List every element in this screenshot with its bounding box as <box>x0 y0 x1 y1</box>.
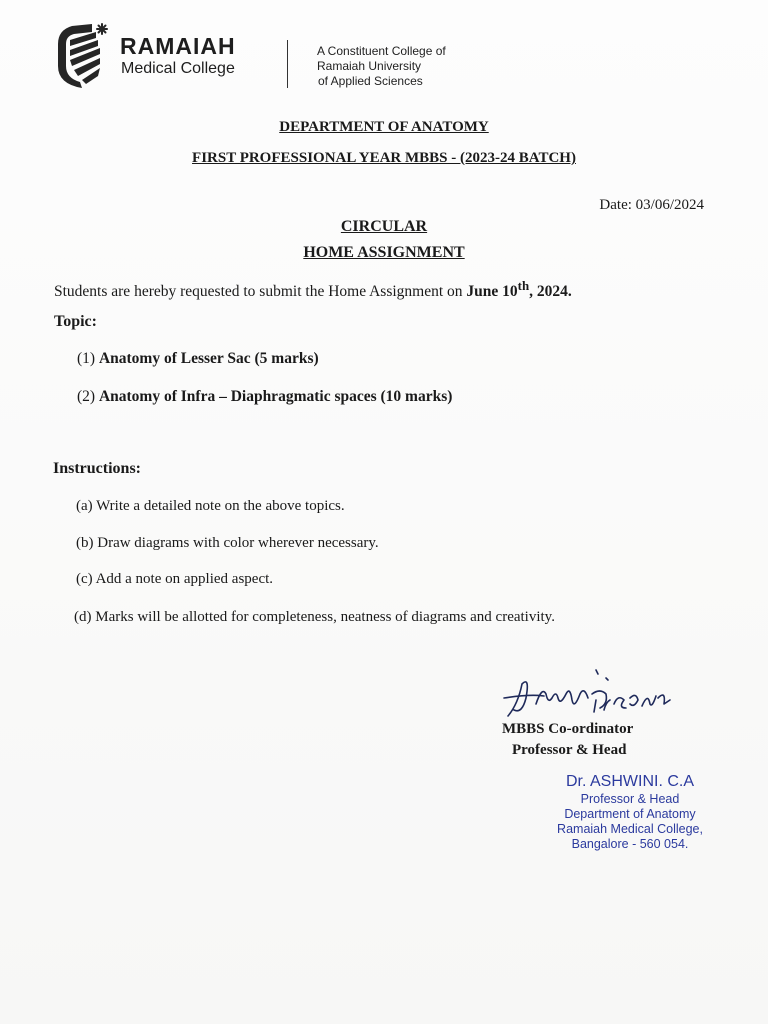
department-heading: DEPARTMENT OF ANATOMY <box>279 119 489 135</box>
due-date-year: , 2024. <box>529 283 572 301</box>
topic-heading: Topic: <box>54 313 97 330</box>
circular-heading: CIRCULAR <box>340 218 428 235</box>
brand-subtitle: Medical College <box>121 60 235 77</box>
instruction-item: (c) Add a note on applied aspect. <box>76 571 274 587</box>
subject-heading: HOME ASSIGNMENT <box>303 244 465 261</box>
ramaiah-logo-icon <box>52 18 110 92</box>
official-stamp <box>540 772 720 852</box>
stamp-name: Dr. ASHWINI. C.A <box>565 773 694 790</box>
constituent-line: Ramaiah University <box>317 59 422 73</box>
stamp-line: Professor & Head <box>580 792 680 806</box>
handwritten-signature-icon <box>500 664 675 726</box>
instructions-heading: Instructions: <box>53 460 142 477</box>
topic-number: (2) <box>77 388 96 405</box>
signatory-role: MBBS Co-ordinator <box>502 721 634 737</box>
constituent-line: A Constituent College of <box>317 44 446 58</box>
stamp-line: Ramaiah Medical College, <box>557 822 703 836</box>
instruction-item: (d) Marks will be allotted for completeness, neatness of diagrams and creativity. <box>74 609 555 625</box>
topic-number: (1) <box>77 350 96 367</box>
due-date-day: June 10 <box>466 283 518 301</box>
constituent-text <box>317 44 446 89</box>
intro-text: Students are hereby requested to submit the Home Assignment on <box>54 283 463 301</box>
topic-item <box>77 350 319 368</box>
intro-paragraph <box>54 278 572 301</box>
due-date-suffix: th <box>517 278 530 293</box>
header-divider <box>287 40 288 88</box>
topic-title: Anatomy of Lesser Sac (5 marks) <box>98 350 319 367</box>
signatory-title: Professor & Head <box>512 742 627 758</box>
brand-name: RAMAIAH <box>120 33 236 59</box>
stamp-line: Department of Anatomy <box>564 807 696 821</box>
circular-date: Date: 03/06/2024 <box>599 197 704 213</box>
due-date <box>466 278 572 301</box>
constituent-line: of Applied Sciences <box>318 74 423 88</box>
topic-title: Anatomy of Infra – Diaphragmatic spaces (10 marks) <box>98 388 453 405</box>
instruction-item: (a) Write a detailed note on the above topics. <box>76 498 345 514</box>
topic-item <box>77 388 452 406</box>
instruction-item: (b) Draw diagrams with color wherever necessary. <box>76 535 379 551</box>
stamp-line: Bangalore - 560 054. <box>571 837 689 851</box>
batch-heading: FIRST PROFESSIONAL YEAR MBBS - (2023-24 BATCH) <box>192 150 576 166</box>
